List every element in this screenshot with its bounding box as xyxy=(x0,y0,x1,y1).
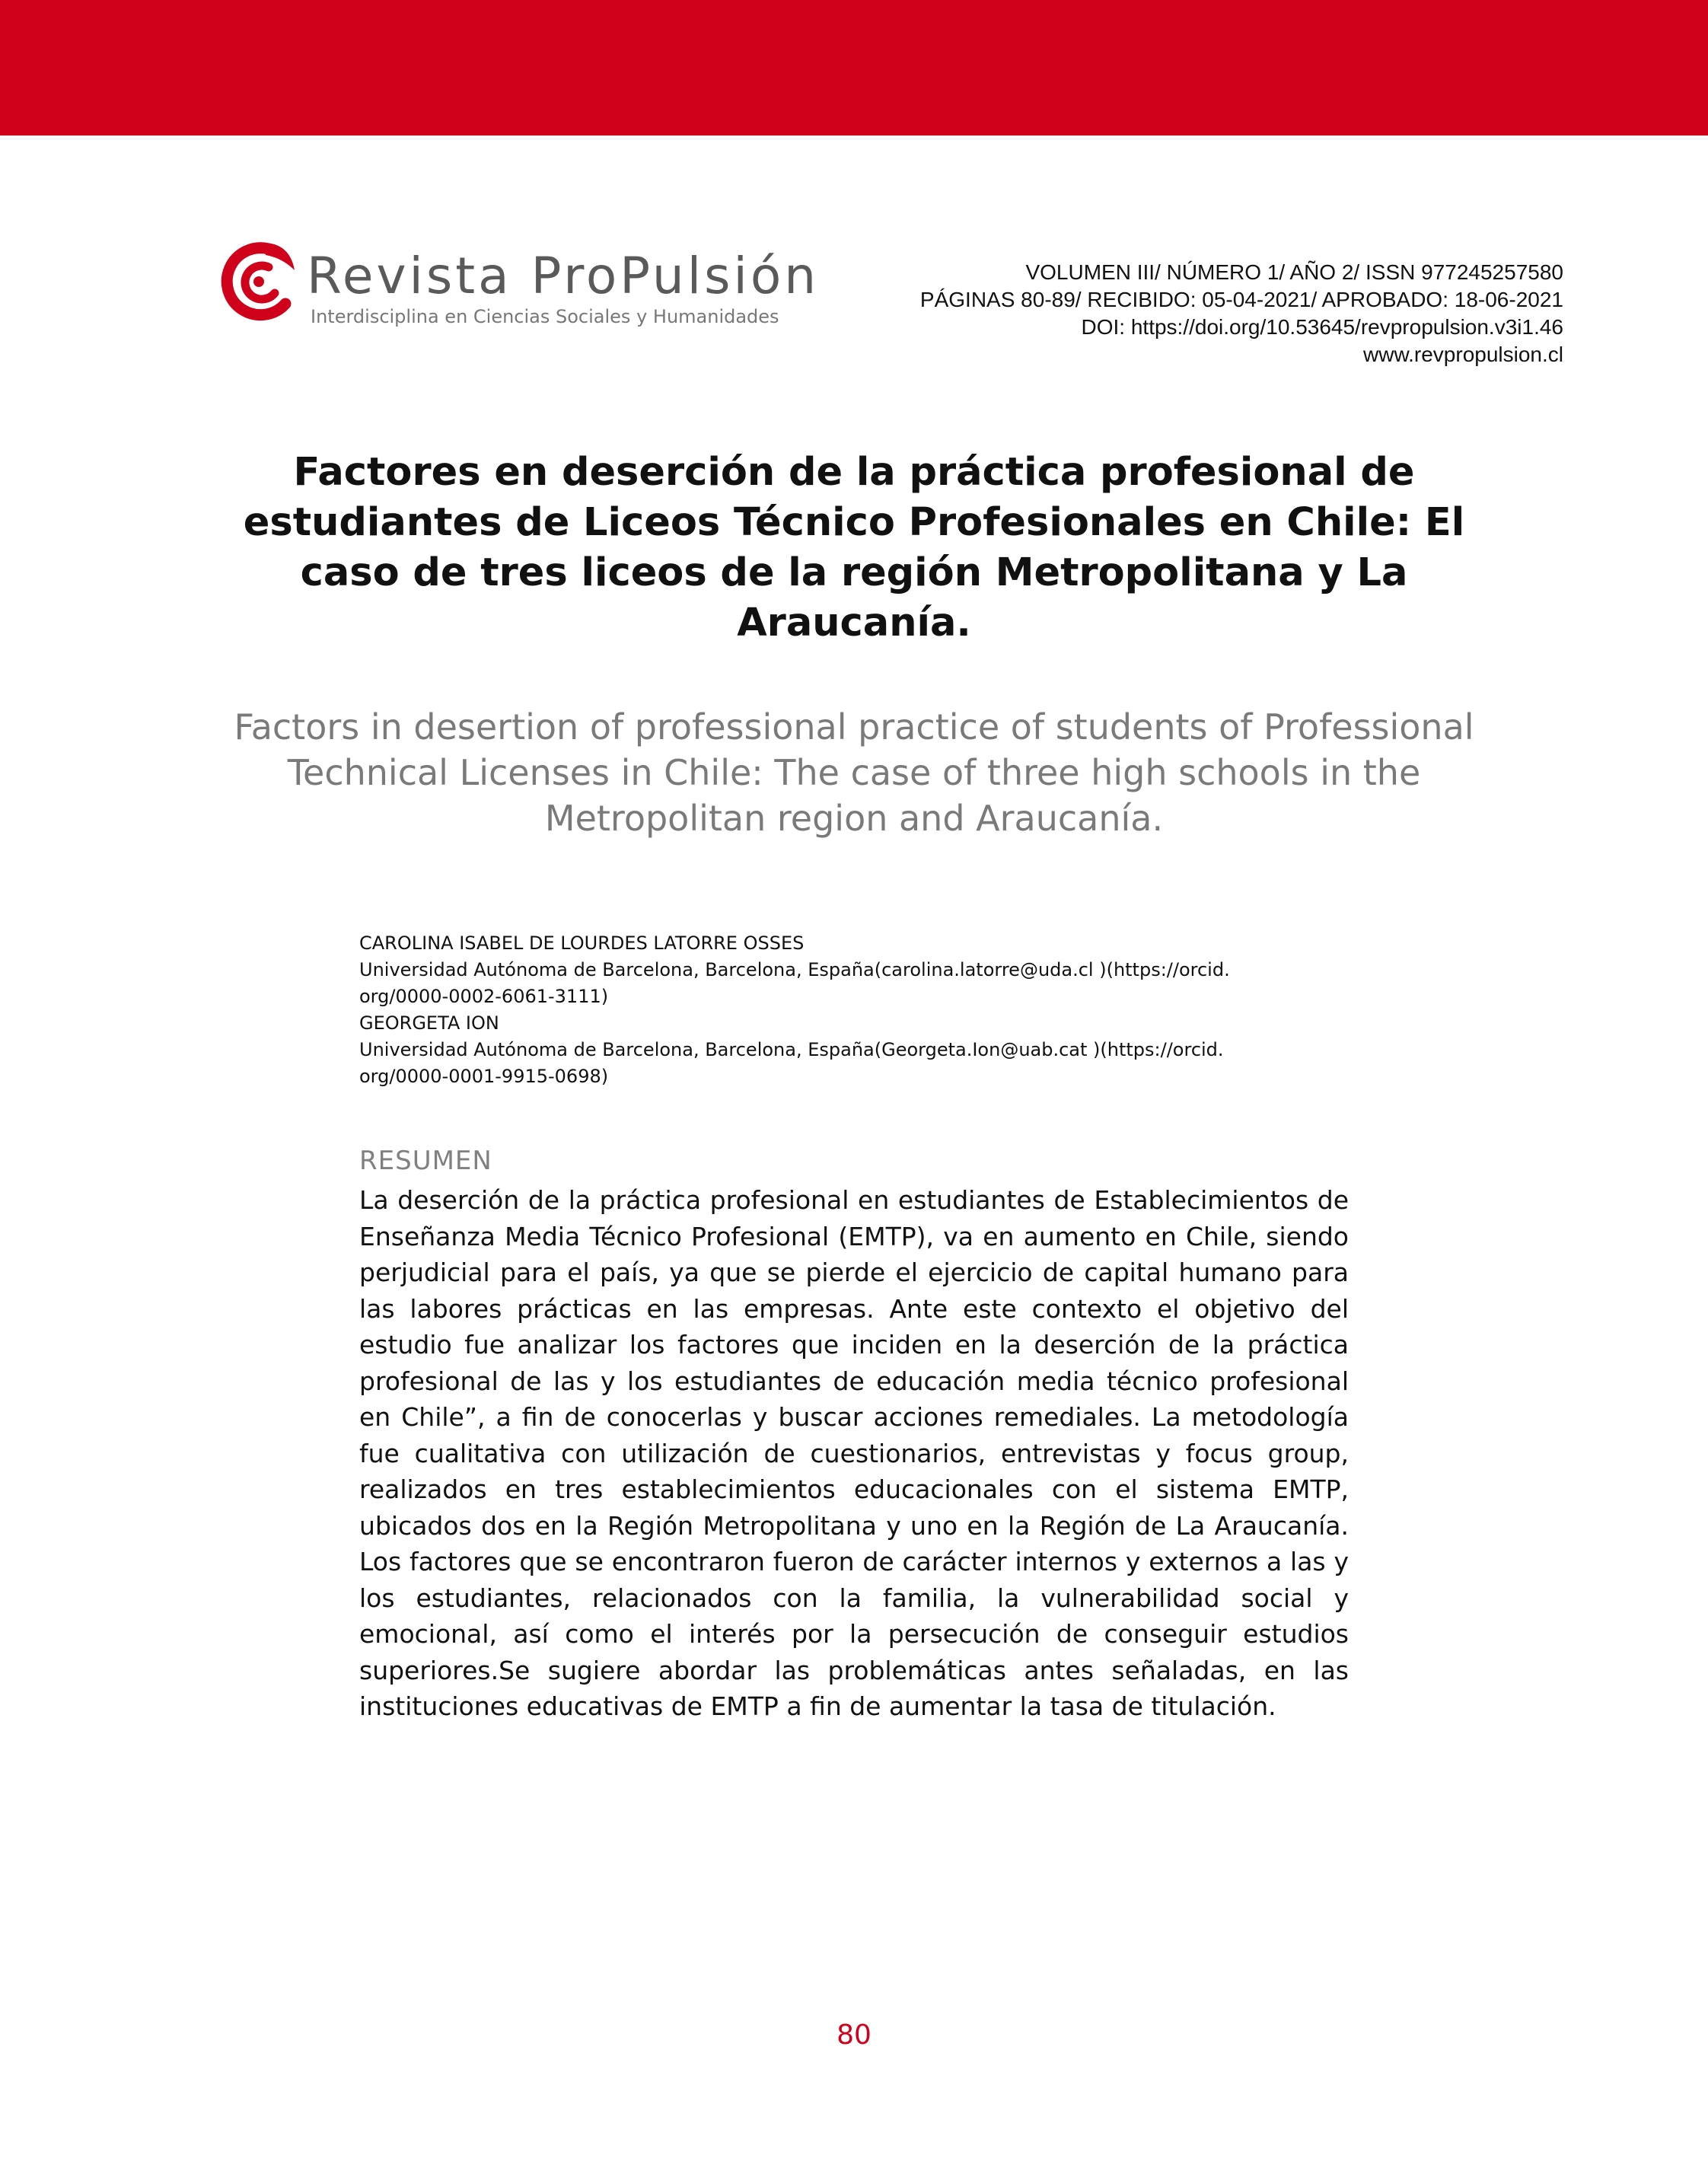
author-affiliation-cont: org/0000-0001-9915-0698) xyxy=(359,1066,609,1087)
publication-metadata xyxy=(878,259,1563,368)
page-number: 80 xyxy=(836,2019,872,2051)
author-block xyxy=(359,930,1349,1090)
journal-name: Revista ProPulsión xyxy=(307,247,820,305)
abstract-heading: RESUMEN xyxy=(359,1146,492,1176)
author-name: GEORGETA ION xyxy=(359,1012,499,1034)
meta-dates-line: PÁGINAS 80-89/ RECIBIDO: 05-04-2021/ APROBADO: 18-06-2021 xyxy=(919,288,1563,311)
author-name: CAROLINA ISABEL DE LOURDES LATORRE OSSES xyxy=(359,932,805,954)
author-affiliation: Universidad Autónoma de Barcelona, Barcelona, España(carolina.latorre@uda.cl )(https://orcid. xyxy=(359,959,1230,980)
article-title-english: Factors in desertion of professional practice of students of Professional Technical Licenses in Chile: The case of three high schools in the Metropolitan region and Araucanía. xyxy=(234,706,1474,839)
meta-doi-line[interactable]: DOI: https://doi.org/10.53645/revpropulsion.v3i1.46 xyxy=(1081,315,1563,339)
journal-tagline: Interdisciplina en Ciencias Sociales y Humanidades xyxy=(311,306,779,327)
author-affiliation: Universidad Autónoma de Barcelona, Barcelona, España(Georgeta.Ion@uab.cat )(https://orcid. xyxy=(359,1039,1224,1060)
meta-volume-line: VOLUMEN III/ NÚMERO 1/ AÑO 2/ ISSN 977245257580 xyxy=(1025,260,1563,284)
article-title: Factores en deserción de la práctica profesional de estudiantes de Liceos Técnico Profesionales en Chile: El caso de tres liceos de la región Metropolitana y La Araucanía. xyxy=(243,450,1465,645)
author-affiliation-cont: org/0000-0002-6061-3111) xyxy=(359,986,609,1007)
abstract-text: La deserción de la práctica profesional en estudiantes de Establecimientos de Enseñanza Media Técnico Profesional (EMTP), va en aumento en Chile, siendo perjudicial para el país, ya que se pierde el ejercicio de capital humano para las labores prácticas en las empresas. Ante este contexto el objetivo del estudio fue analizar los factores que inciden en la deserción de la práctica profesional de las y los estudiantes de educación media técnico profesional en Chile”, a fin de conocerlas y buscar acciones remediales. La metodología fue cualitativa con utilización de cuestionarios, entrevistas y focus group, realizados en tres establecimientos educacionales con el sistema EMTP, ubicados dos en la Región Metropolitana y uno en la Región de La Araucanía. Los factores que se encontraron fueron de carácter internos y externos a las y los estudiantes, relacionados con la familia, la vulnerabilidad social y emocional, así como el interés por la persecución de conseguir estudios superiores.Se sugiere abordar las problemáticas antes señaladas, en las instituciones educativas de EMTP a fin de aumentar la tasa de titulación. xyxy=(359,1185,1349,1721)
top-accent-bar xyxy=(0,0,1708,135)
propulsion-swirl-logo-icon xyxy=(215,240,299,327)
meta-website-line[interactable]: www.revpropulsion.cl xyxy=(1363,343,1563,366)
